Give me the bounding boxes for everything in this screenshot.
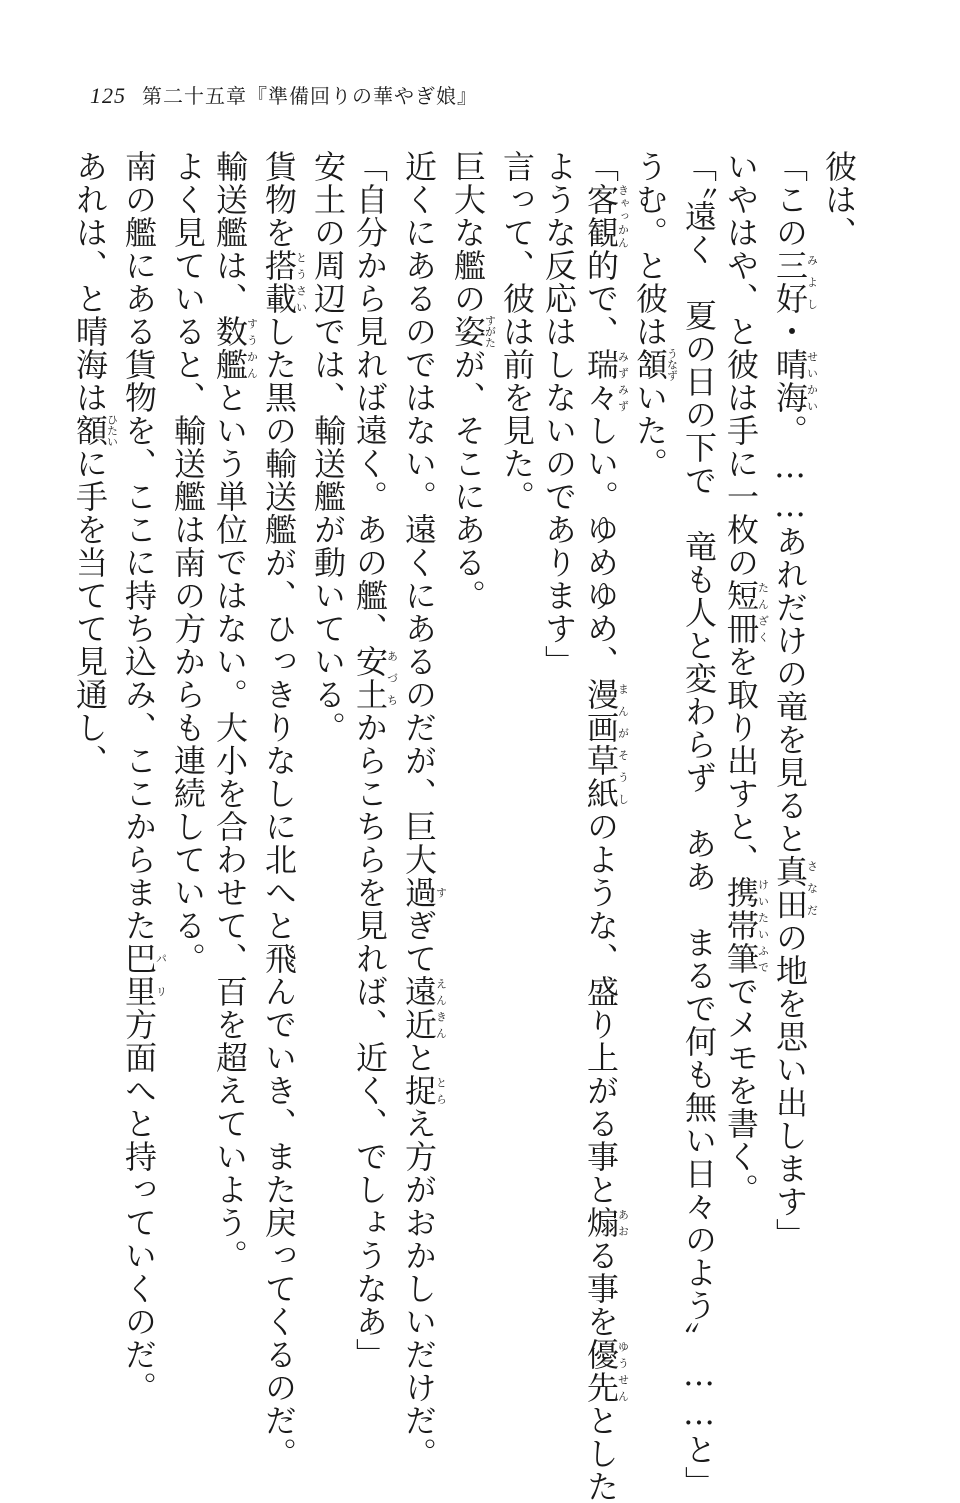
furigana-reading: すがた [483, 315, 497, 348]
furigana-reading: そうし [616, 744, 630, 810]
furigana-reading: さなだ [805, 855, 819, 921]
furigana-word: 優先ゆうせん [582, 1338, 630, 1404]
furigana-word: 漫画まんが [582, 678, 630, 744]
text-line-5: うむ。と彼は頷うなずいた。 [631, 150, 679, 480]
furigana-reading: す [434, 876, 448, 909]
furigana-word: 巴里パリ [120, 942, 168, 1008]
body-text [71, 150, 860, 1503]
furigana-word: 短冊たんざく [722, 579, 770, 645]
furigana-word: 姿すがた [449, 315, 497, 348]
furigana-reading: みよし [805, 249, 819, 315]
furigana-word: 客観きゃっかん [582, 183, 630, 249]
furigana-word: 数艦すうかん [211, 315, 259, 381]
furigana-word: 草紙そうし [582, 744, 630, 810]
text-line-13: 貨物を搭載とうさいした黒の輸送艦が、ひっきりなしに北へと飛んでいき、また戻ってくるのだ。 [260, 150, 308, 1470]
furigana-word: 三好みよし [771, 249, 819, 315]
text-line-4: 「〝遠く 夏の日の下で 竜も人と変わらず ああ まるで何も無い日々のよう〟……と」 [680, 150, 718, 1499]
furigana-reading: とら [434, 1074, 448, 1107]
text-line-16: 南の艦にある貨物を、ここに持ち込み、ここからまた巴里パリ方面へと持っていくのだ。 [120, 150, 168, 1404]
text-line-10: 近くにあるのではない。遠くにあるのだが、巨大過すぎて遠近えんきんと捉とらえ方がおかしいだけだ。 [400, 150, 448, 1470]
furigana-word: 携帯筆けいたいふで [722, 876, 770, 975]
furigana-reading: パリ [154, 942, 168, 1008]
furigana-word: 遠近えんきん [400, 975, 448, 1041]
furigana-word: 晴海せいかい [771, 348, 819, 414]
running-head [90, 80, 478, 110]
furigana-word: 真田さなだ [771, 855, 819, 921]
page-number: 125 [90, 83, 126, 108]
furigana-reading: とうさい [294, 249, 308, 315]
text-line-9: 巨大な艦の姿すがたが、そこにある。 [449, 150, 497, 612]
furigana-reading: まんが [616, 678, 630, 744]
text-line-3: いやはや、と彼は手に一枚の短冊たんざくを取り出すと、携帯筆けいたいふででメモを書く。 [722, 150, 770, 1206]
furigana-word: 過す [400, 876, 448, 909]
furigana-word: 煽あお [582, 1206, 630, 1239]
text-line-6: 「客観きゃっかん的で、瑞々みずみずしい。ゆめゆめ、漫画まんが草紙そうしのような、盛り上がる事と煽あおる事を優先ゆうせんとした [582, 150, 630, 1503]
text-line-8: 言って、彼は前を見た。 [498, 150, 536, 513]
furigana-reading: うなず [665, 348, 679, 381]
furigana-word: 頷うなず [631, 348, 679, 381]
furigana-reading: ゆうせん [616, 1338, 630, 1404]
furigana-reading: みずみず [616, 348, 630, 414]
text-line-17: あれは、と晴海は額ひたいに手を当てて見通し、 [71, 150, 119, 777]
furigana-word: 安土あづち [351, 645, 399, 711]
furigana-reading: せいかい [805, 348, 819, 414]
text-line-14: 輸送艦は、数艦すうかんという単位ではない。大小を合わせて、百を超えていよう。 [211, 150, 259, 1272]
furigana-word: 捉とら [400, 1074, 448, 1107]
furigana-word: 額ひたい [71, 414, 119, 447]
furigana-word: 瑞々みずみず [582, 348, 630, 414]
furigana-reading: すうかん [245, 315, 259, 381]
furigana-reading: きゃっかん [616, 183, 630, 249]
furigana-reading: たんざく [756, 579, 770, 645]
text-line-11: 「自分から見れば遠く。あの艦、安土あづちからこちらを見れば、近く、でしょうなあ」 [351, 150, 399, 1371]
text-line-1: 彼は、 [820, 150, 858, 249]
furigana-reading: けいたいふで [756, 876, 770, 975]
furigana-reading: ひたい [105, 414, 119, 447]
text-line-15: よく見ていると、輸送艦は南の方からも連続している。 [169, 150, 207, 975]
furigana-word: 搭載とうさい [260, 249, 308, 315]
chapter-title: 第二十五章『準備回りの華やぎ娘』 [142, 84, 478, 108]
furigana-reading: あづち [385, 645, 399, 711]
text-line-12: 安土の周辺では、輸送艦が動いている。 [309, 150, 347, 744]
furigana-reading: えんきん [434, 975, 448, 1041]
text-line-7: ような反応はしないのであります」 [540, 150, 578, 678]
furigana-reading: あお [616, 1206, 630, 1239]
text-line-2: 「この三好みよし・晴海せいかい。……あれだけの竜を見ると真田さなだの地を思い出します」 [771, 150, 819, 1251]
